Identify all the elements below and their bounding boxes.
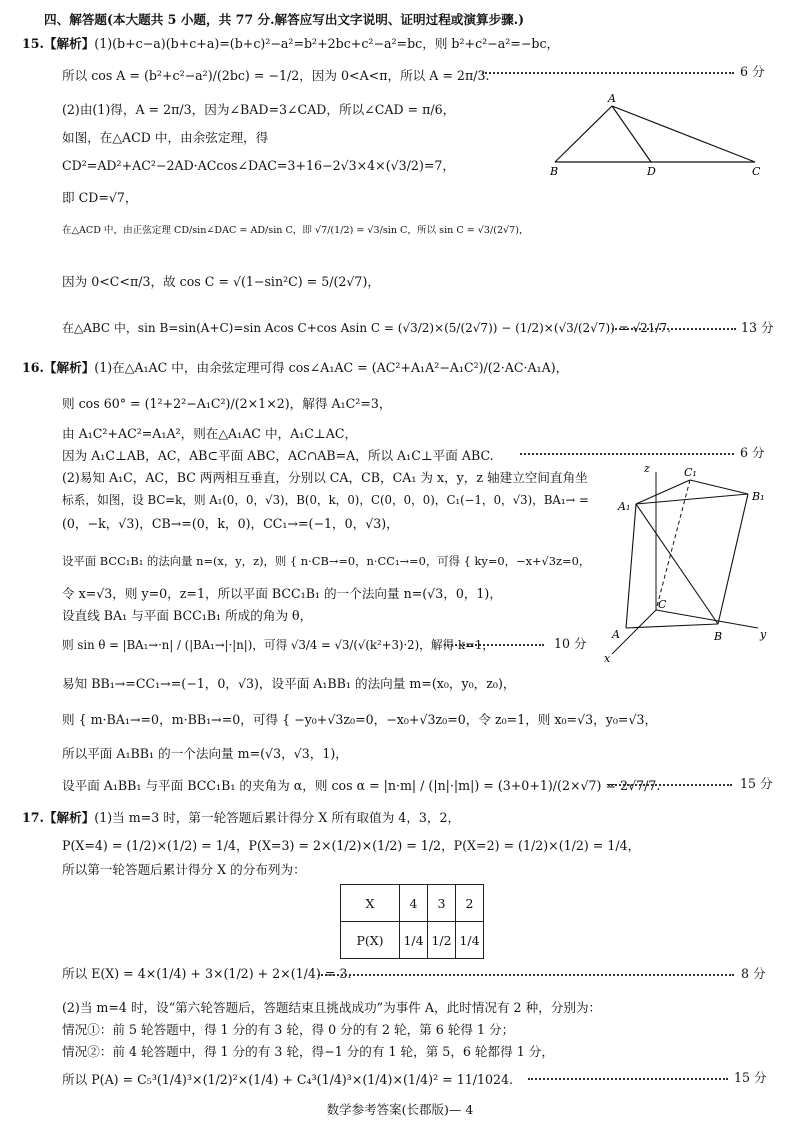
- problem-16-line-9: 令 x=√3，则 y=0，z=1，所以平面 BCC₁B₁ 的一个法向量 n=(√3，0，1)，: [62, 586, 502, 601]
- score-16-c: 15 分: [740, 776, 773, 791]
- edge-b1b: [718, 494, 748, 624]
- label-y: y: [760, 628, 767, 641]
- table-cell: 1/4: [400, 922, 428, 959]
- table-cell: X: [341, 885, 400, 922]
- problem-16-line-13: 则 { m·BA₁→=0，m·BB₁→=0，可得 { −y₀+√3z₀=0，−x₀+√3z₀=0，令 z₀=1，则 x₀=√3，y₀=√3，: [62, 712, 658, 727]
- edge-a1b1: [636, 494, 748, 504]
- edge-c1b1: [690, 480, 748, 494]
- problem-16-line-8: 设平面 BCC₁B₁ 的法向量 n=(x，y，z)，则 { n·CB→=0，n·CC₁→=0，可得 { ky=0，−x+√3z=0，: [62, 554, 591, 568]
- y-axis: [656, 610, 758, 628]
- problem-16-line-2: 则 cos 60° = (1²+2²−A₁C²)/(2×1×2)，解得 A₁C²=3，: [62, 396, 392, 411]
- score-15-b: 13 分: [741, 320, 774, 335]
- problem-15-line-6: 即 CD=√7，: [62, 190, 138, 205]
- score-16-b: 10 分: [554, 636, 587, 651]
- label-z: z: [644, 462, 650, 475]
- segment-ab: [555, 106, 612, 162]
- problem-17-line-1: 17.【解析】(1)当 m=3 时，第一轮答题后累计得分 X 所有取值为 4，3，2，: [22, 810, 461, 825]
- problem-15-line-1: 15.【解析】(1)(b+c−a)(b+c+a)=(b+c)²−a²=b²+2bc+c²−a²=bc，则 b²+c²−a²=−bc，: [22, 36, 560, 51]
- segment-ad: [612, 106, 651, 162]
- problem-16-line-11: 则 sin θ = |BA₁→·n| / (|BA₁→|·|n|)，可得 √3/4 = √3/(√(k²+3)·2)，解得 k=1，: [62, 638, 494, 652]
- label-a: A: [612, 628, 620, 641]
- segment-ac: [612, 106, 755, 162]
- score-leader: [612, 328, 736, 330]
- score-leader: [520, 453, 734, 455]
- table-row: [341, 922, 484, 959]
- problem-17-tag: 【解析】: [43, 810, 95, 825]
- problem-15-line-8: 因为 0<C<π/3，故 cos C = √(1−sin²C) = 5/(2√7)，: [62, 274, 380, 289]
- problem-16-line-14: 所以平面 A₁BB₁ 的一个法向量 m=(√3，√3，1)，: [62, 746, 348, 761]
- problem-16-line-15: 设平面 A₁BB₁ 与平面 BCC₁B₁ 的夹角为 α，则 cos α = |n·m| / (|n|·|m|) = (3+0+1)/(2×√7) = 2√7/7.: [62, 778, 661, 793]
- distribution-table: [340, 884, 484, 959]
- problem-15-number: 15.: [22, 36, 44, 51]
- problem-16-line-1: 16.【解析】(1)在△A₁AC 中，由余弦定理可得 cos∠A₁AC = (AC²+A₁A²−A₁C²)/(2·AC·A₁A)，: [22, 360, 569, 375]
- label-c: C: [752, 165, 761, 178]
- problem-15-line-7: 在△ACD 中，由正弦定理 CD/sin∠DAC = AD/sin C，即 √7/(1/2) = √3/sin C，所以 sin C = √3/(2√7)，: [62, 225, 529, 236]
- section-header: 四、解答题(本大题共 5 小题，共 77 分.解答应写出文字说明、证明过程或演算步骤.): [44, 12, 525, 27]
- score-leader: [528, 1078, 728, 1080]
- table-cell: 1/4: [456, 922, 484, 959]
- problem-17-line-6: 情况①：前 5 轮答题中，得 1 分的有 3 轮，得 0 分的有 2 轮，第 6 轮得 1 分；: [62, 1022, 515, 1037]
- problem-17-number: 17.: [22, 810, 44, 825]
- problem-15-line-3: (2)由(1)得，A = 2π/3，因为∠BAD=3∠CAD，所以∠CAD = π/6，: [62, 102, 456, 117]
- problem-17-line-3: 所以第一轮答题后累计得分 X 的分布列为：: [62, 862, 306, 877]
- score-leader: [482, 72, 734, 74]
- problem-15-line-4: 如图，在△ACD 中，由余弦定理，得: [62, 130, 269, 145]
- label-b: B: [714, 630, 723, 643]
- problem-16-tag: 【解析】: [43, 360, 95, 375]
- label-c1: C₁: [684, 466, 697, 479]
- problem-15-line-5: CD²=AD²+AC²−2AD·ACcos∠DAC=3+16−2√3×4×(√3/2)=7，: [62, 158, 456, 173]
- prism-figure: [598, 462, 778, 672]
- problem-16-line-5: (2)易知 A₁C，AC，BC 两两相互垂直，分别以 CA，CB，CA₁ 为 x，y，z 轴建立空间直角坐: [62, 470, 588, 485]
- problem-17-line-8: 所以 P(A) = C₅³(1/4)³×(1/2)²×(1/4) + C₄³(1/4)³×(1/4)×(1/4)² = 11/1024.: [62, 1072, 514, 1087]
- label-x: x: [604, 652, 611, 665]
- score-15-a: 6 分: [740, 64, 765, 79]
- problem-16-line-12: 易知 BB₁→=CC₁→=(−1，0，√3)，设平面 A₁BB₁ 的法向量 m=(x₀，y₀，z₀)，: [62, 676, 516, 691]
- label-c: C: [658, 598, 667, 611]
- table-row: [341, 885, 484, 922]
- problem-15-line-9: 在△ABC 中，sin B=sin(A+C)=sin Acos C+cos Asin C = (√3/2)×(5/(2√7)) − (1/2)×(√3/(2√7)) = √21/7.: [62, 321, 671, 335]
- score-leader: [608, 784, 732, 786]
- problem-16-line-4: 因为 A₁C⊥AB，AC，AB⊂平面 ABC，AC∩AB=A，所以 A₁C⊥平面 ABC.: [62, 448, 494, 463]
- table-cell: 4: [400, 885, 428, 922]
- label-b1: B₁: [752, 490, 765, 503]
- problem-16-line-3: 由 A₁C²+AC²=A₁A²，则在△A₁AC 中，A₁C⊥AC，: [62, 426, 358, 441]
- label-a1: A₁: [618, 500, 631, 513]
- label-a: A: [608, 92, 616, 105]
- problem-17-line-5: (2)当 m=4 时，设“第六轮答题后，答题结束且挑战成功”为事件 A，此时情况有 2 种，分别为：: [62, 1000, 602, 1015]
- score-17-a: 8 分: [741, 966, 766, 981]
- problem-15-line-2: 所以 cos A = (b²+c²−a²)/(2bc) = −1/2，因为 0<A<π，所以 A = 2π/3.: [62, 68, 490, 83]
- score-17-b: 15 分: [734, 1070, 767, 1085]
- problem-15-tag: 【解析】: [43, 36, 95, 51]
- score-leader: [318, 974, 734, 976]
- edge-a1b: [636, 504, 718, 624]
- table-cell: 3: [428, 885, 456, 922]
- edge-a1a: [626, 504, 636, 628]
- table-cell: 2: [456, 885, 484, 922]
- score-leader: [444, 644, 544, 646]
- table-cell: P(X): [341, 922, 400, 959]
- problem-17-line-7: 情况②：前 4 轮答题中，得 1 分的有 3 轮，得−1 分的有 1 轮，第 5，6 轮都得 1 分，: [62, 1044, 554, 1059]
- label-d: D: [647, 165, 656, 178]
- triangle-figure: [540, 92, 770, 182]
- problem-16-number: 16.: [22, 360, 44, 375]
- label-b: B: [550, 165, 559, 178]
- problem-17-line-4: 所以 E(X) = 4×(1/4) + 3×(1/2) + 2×(1/4) = 3.: [62, 966, 352, 981]
- problem-17-line-2: P(X=4) = (1/2)×(1/2) = 1/4，P(X=3) = 2×(1/2)×(1/2) = 1/2，P(X=2) = (1/2)×(1/2) = 1/4，: [62, 838, 641, 853]
- problem-16-line-10: 设直线 BA₁ 与平面 BCC₁B₁ 所成的角为 θ，: [62, 608, 313, 623]
- score-16-a: 6 分: [740, 445, 765, 460]
- problem-16-line-7: (0，−k，√3)，CB→=(0，k，0)，CC₁→=(−1，0，√3)，: [62, 516, 399, 531]
- page-footer: 数学参考答案(长郡版)— 4: [326, 1102, 474, 1117]
- problem-16-line-6: 标系，如图，设 BC=k，则 A₁(0，0，√3)，B(0，k，0)，C(0，0，0)，C₁(−1，0，√3)，BA₁→ =: [62, 493, 589, 507]
- table-cell: 1/2: [428, 922, 456, 959]
